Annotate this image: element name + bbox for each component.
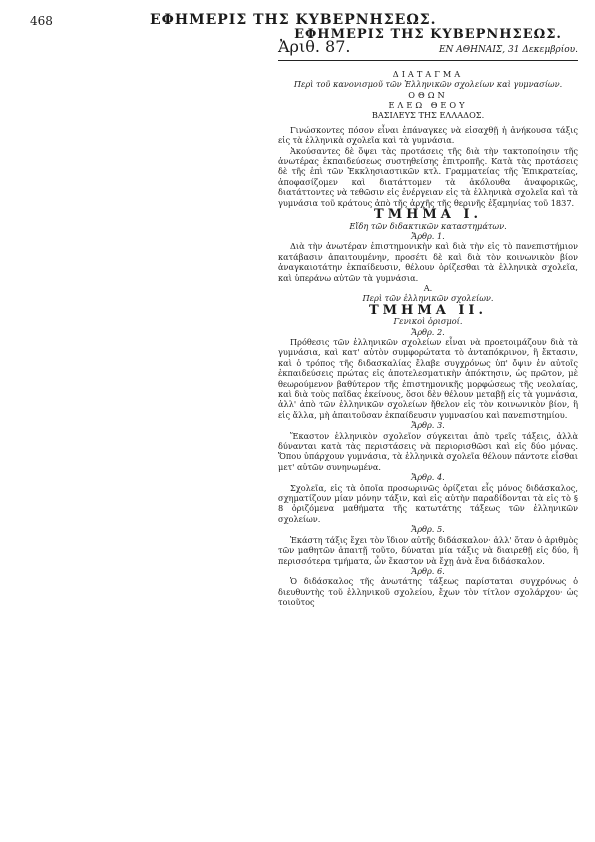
king-title: ΒΑΣΙΛΕΥΣ ΤΗΣ ΕΛΛΑΔΟΣ. — [371, 110, 485, 121]
article-6-text: Ὁ διδάσκαλος τῆς ἀνωτάτης τάξεως παρίσταται συγχρόνως ὁ διευθυντὴς τοῦ ἑλληνικοῦ σχολείου, ἔχων τὸν τίτλον σχολάρχου· ὡς τοιοῦτος — [278, 576, 578, 608]
decree-subject: Περὶ τοῦ κανονισμοῦ τῶν Ἑλληνικῶν σχολείων καὶ γυμνασίων. — [293, 79, 563, 90]
article-4-label: Ἄρθρ. 4. — [411, 472, 445, 483]
section-2-title: ΤΜΗΜΑ ΙΙ. — [368, 302, 488, 318]
by-grace: ΕΛΕΩ ΘΕΟΥ — [388, 100, 468, 111]
article-5-text: Ἑκάστη τάξις ἔχει τὸν ἴδιον αὐτῆς διδάσκαλον· ἀλλ' ὅταν ὁ ἀριθμὸς τῶν μαθητῶν ἀπαιτῇ τοῦτο, δύναται μία τάξις νὰ διαιρεθῇ εἰς δύο, ἢ περισσότερα τμήματα, ὧν ἕκαστον νὰ ἔχῃ ἀνὰ ἕνα διδάσκαλον. — [278, 534, 578, 566]
issue-number: Ἀριθ. 87. — [278, 37, 351, 57]
article-2-label: Ἄρθρ. 2. — [411, 326, 445, 337]
article-1-label: Ἄρθρ. 1. — [411, 230, 445, 241]
king-name: ΟΘΩΝ — [408, 89, 448, 100]
part-a-title: Περὶ τῶν ἑλληνικῶν σχολείων. — [362, 293, 494, 304]
article-3-label: Ἄρθρ. 3. — [411, 420, 445, 431]
article-4-text: Σχολεῖα, εἰς τὰ ὁποῖα προσωρινῶς ὁρίζεται εἷς μόνος διδάσκαλος, σχηματίζουν μίαν μόνην τάξιν, καὶ εἰς αὐτὴν παραδίδονται τὰ εἰς τὸ § 8 ὁριζόμενα μαθήματα τῆς κατωτάτης τάξεως τῶν ἑλληνικῶν σχολείων. — [278, 482, 578, 524]
article-6-label: Ἄρθρ. 6. — [411, 565, 445, 576]
running-head: ΕΦΗΜΕΡΙΣ ΤΗΣ ΚΥΒΕΡΝΗΣΕΩΣ. — [150, 12, 437, 28]
article-2-text: Πρόθεσις τῶν ἑλληνικῶν σχολείων εἶναι νὰ προετοιμάζουν διὰ τὰ γυμνάσια, καὶ κατ' αὐτὸν συμφορώτατα τὸ ἀνταπόκρινον, ἢ ἔκτασιν, καὶ ὁ τρόπος τῆς διδασκαλίας ἔλαβε συγχρόνως ὑπ' ὄψιν ἐν αὐτοῖς ἐκπαιδεύσεις πρώτας εἰς ἀποτελεσματικὴν ἀπόκτησιν, ὡς πρῶτον, μὲ θεωρούμενον βαθύτερον τῆς ἐπιστημονικῆς μορφώσεως τῆς νεολαίας, καὶ διὰ τοὺς παῖδας ἐκείνους, ὅσοι δὲν θέλουν μεταβῇ εἰς τὰ γυμνάσια, ἀλλ' ἀπὸ τῶν ἑλληνικῶν σχολείων ἤθελον εἰς τὸν κοινωνικὸν βίον, ἢ εἰς ἄλλα, μὴ ἀπαιτοῦσαν ἐκπαίδευσιν γυμνασίου καὶ πανεπιστημίου. — [278, 336, 578, 420]
decree-title: ΔΙΑΤΑΓΜΑ — [392, 68, 464, 79]
preamble-paragraph-1: Γινώσκοντες πόσον εἶναι ἐπάναγκες νὰ εἰσαχθῇ ἡ ἀνήκουσα τάξις εἰς τὰ ἑλληνικὰ σχολεῖα καὶ τὰ γυμνάσια. — [278, 124, 578, 146]
header-rule — [278, 60, 578, 61]
article-1-text: Διὰ τὴν ἀνωτέραν ἐπιστημονικὴν καὶ διὰ τὴν εἰς τὸ πανεπιστήμιον κατάβασιν ἀπαιτουμένην, προσέτι δὲ καὶ διὰ τὸν κοινωνικὸν βίον ἀναγκαιοτάτην ἐκπαίδευσιν, θέλουν ὁρίζεσθαι τὰ ἑλληνικὰ σχολεῖα, καὶ ὑπεράνω αὐτῶν τὰ γυμνάσια. — [278, 241, 578, 283]
gazette-column — [278, 27, 578, 608]
masthead: ΕΦΗΜΕΡΙΣ ΤΗΣ ΚΥΒΕΡΝΗΣΕΩΣ. — [294, 27, 562, 42]
place-date: ΕΝ ΑΘΗΝΑΙΣ, 31 Δεκεμβρίου. — [438, 45, 578, 56]
article-5-label: Ἄρθρ. 5. — [411, 524, 445, 535]
page-number: 468 — [30, 14, 53, 28]
issue-line — [278, 37, 578, 57]
article-3-text: Ἕκαστον ἑλληνικὸν σχολεῖον σύγκειται ἀπὸ τρεῖς τάξεις, ἀλλὰ δύνανται κατὰ τὰς περιστάσεις νὰ περιορισθῶσι καὶ εἰς δύο μόνας. Ὅπου ὑπάρχουν γυμνάσια, τὰ ἑλληνικὰ σχολεῖα θέλουν πάντοτε εἶσθαι μετ' αὐτῶν συνηνωμένα. — [278, 430, 578, 472]
section-1-subtitle: Εἴδη τῶν διδακτικῶν καταστημάτων. — [349, 220, 507, 231]
section-2-subtitle: Γενικοὶ ὁρισμοί. — [393, 316, 463, 327]
preamble-paragraph-2: Ἀκούσαντες δὲ ὅψει τὰς προτάσεις τῆς διὰ τὴν τακτοποίησιν τῆς ἀνωτέρας ἐκπαιδεύσεως συστηθείσης ἐπιτροπῆς. Κατὰ τὰς προτάσεις δὲ τῆς ἐπὶ τῶν Ἐκκλησιαστικῶν κτλ. Γραμματείας τῆς Ἐπικρατείας, ἀποφασίζομεν καὶ διατάττομεν τὰ ἀκόλουθα ἀναφορικῶς, διατάττοντες νὰ τεθῶσιν εἰς ἐνέργειαν εἰς τὰ ἑλληνικὰ σχολεῖα καὶ τὰ γυμνάσια τοῦ κράτους ἀπὸ τῆς ἀρχῆς τῆς θερινῆς ἑξαμηνίας τοῦ 1837. — [278, 145, 578, 208]
section-1-title: ΤΜΗΜΑ Ι. — [374, 207, 482, 223]
part-a-letter: Α. — [423, 282, 433, 293]
